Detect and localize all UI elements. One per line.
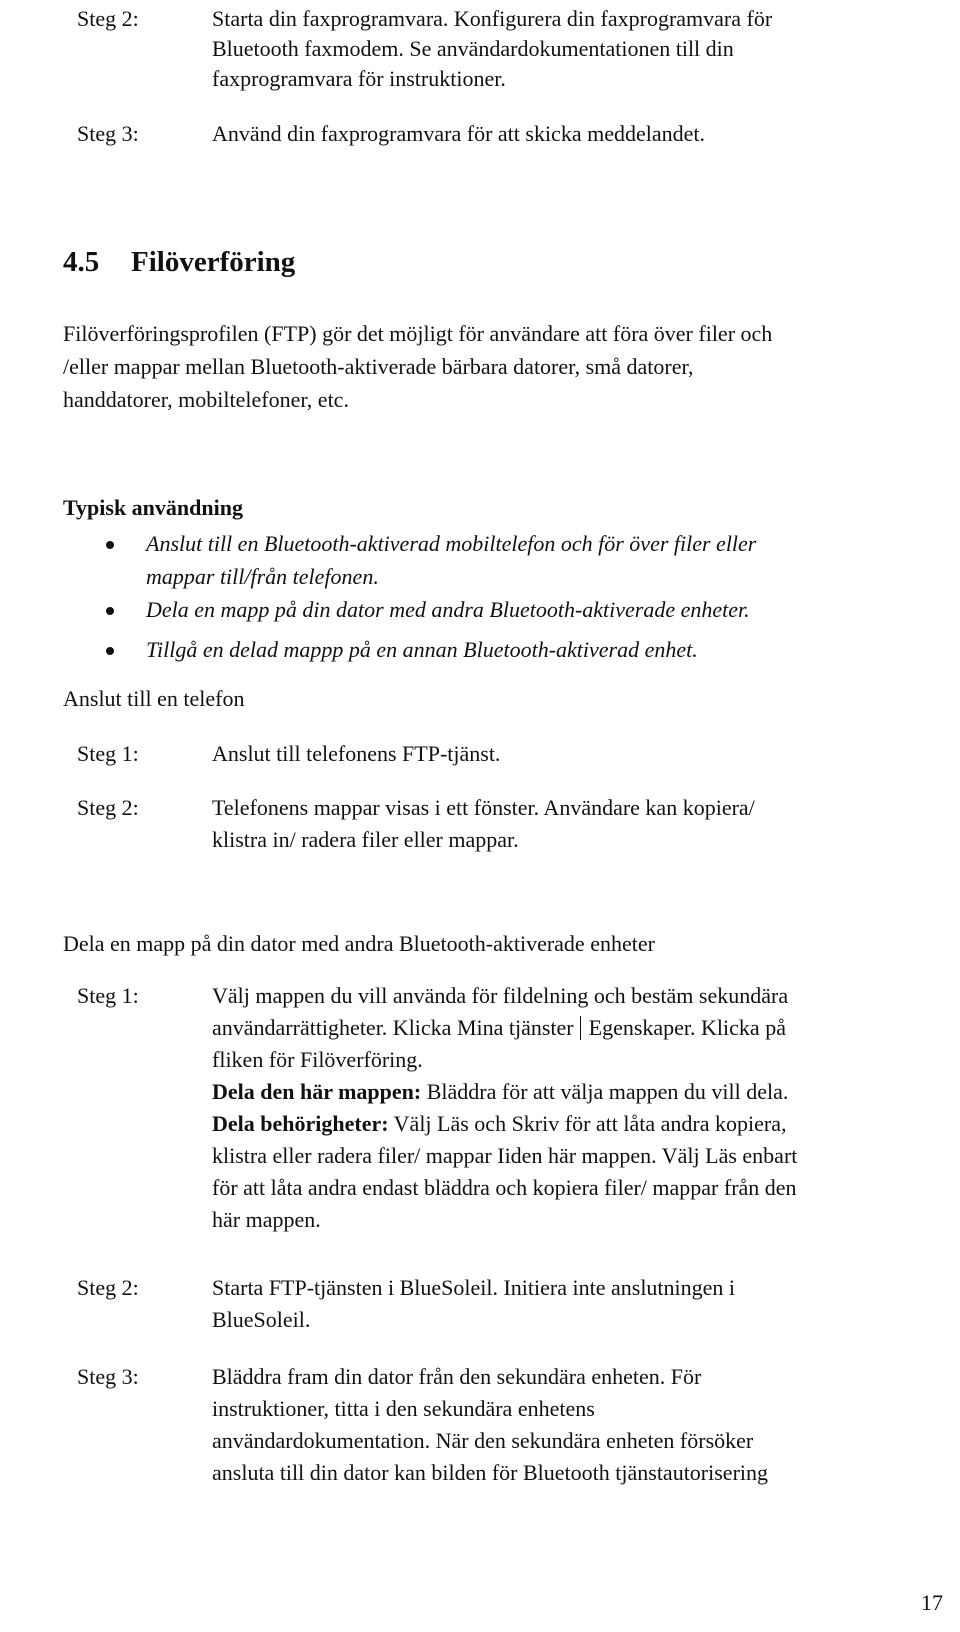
list-item-line: Tillgå en delad mappp på en annan Bluetooth-aktiverad enhet.: [146, 637, 698, 662]
step-text-line: BlueSoleil.: [212, 1307, 311, 1332]
bullet-icon: [106, 647, 114, 655]
section-heading: [63, 246, 295, 279]
step-text-line: användardokumentation. När den sekundära enheten försöker: [212, 1428, 754, 1453]
step-text-line: Anslut till telefonens FTP-tjänst.: [212, 741, 501, 766]
step-text-line: Bluetooth faxmodem. Se användardokumentationen till din: [212, 36, 734, 61]
list-item-line: mappar till/från telefonen.: [146, 564, 379, 589]
step-text-line: Bläddra fram din dator från den sekundära enheten. För: [212, 1364, 702, 1389]
step-text-line: för att låta andra endast bläddra och kopiera filer/ mappar från den: [212, 1175, 797, 1200]
step-text-line: ansluta till din dator kan bilden för Bluetooth tjänstautorisering: [212, 1460, 769, 1485]
step-text-line: [212, 1111, 786, 1137]
page-number: 17: [921, 1590, 943, 1615]
step-label: Steg 2:: [77, 795, 139, 820]
step-text-line: Använd din faxprogramvara för att skicka meddelandet.: [212, 121, 705, 146]
step-text-line: [212, 1015, 786, 1041]
step-text-line: här mappen.: [212, 1207, 321, 1232]
menu-separator: [580, 1016, 581, 1040]
bullet-icon: [106, 541, 114, 549]
step-text-line: klistra eller radera filer/ mappar Iiden här mappen. Välj Läs enbart: [212, 1143, 798, 1168]
list-item-line: Anslut till en Bluetooth-aktiverad mobiltelefon och för över filer eller: [146, 531, 757, 556]
step-text-line: [212, 1079, 788, 1105]
share-permissions-label: Dela behörigheter:: [212, 1111, 389, 1136]
step-label: Steg 2:: [77, 1275, 139, 1300]
typical-usage-heading: Typisk användning: [63, 495, 243, 520]
step-text-line: Starta din faxprogramvara. Konfigurera din faxprogramvara för: [212, 6, 773, 31]
step-label: Steg 1:: [77, 983, 139, 1008]
paragraph-line: handdatorer, mobiltelefoner, etc.: [63, 387, 349, 412]
bullet-icon: [106, 607, 114, 615]
section-number: 4.5: [63, 246, 100, 278]
share-folder-heading: Dela en mapp på din dator med andra Bluetooth-aktiverade enheter: [63, 931, 655, 956]
paragraph-line: Filöverföringsprofilen (FTP) gör det möjligt för användare att föra över filer och: [63, 321, 773, 346]
step-text-line: faxprogramvara för instruktioner.: [212, 66, 506, 91]
step-text-line: fliken för Filöverföring.: [212, 1047, 423, 1072]
step-text-line: instruktioner, titta i den sekundära enhetens: [212, 1396, 595, 1421]
share-folder-text: Bläddra för att välja mappen du vill dela.: [421, 1079, 789, 1104]
step-label: Steg 3:: [77, 121, 139, 146]
step-text-line: Telefonens mappar visas i ett fönster. Användare kan kopiera/: [212, 795, 755, 820]
menu-path-end: Egenskaper. Klicka på: [588, 1015, 786, 1040]
share-permissions-text: Välj Läs och Skriv för att låta andra kopiera,: [388, 1111, 787, 1136]
menu-path-start: användarrättigheter. Klicka Mina tjänster: [212, 1015, 574, 1040]
list-item-line: Dela en mapp på din dator med andra Bluetooth-aktiverade enheter.: [146, 597, 750, 622]
step-label: Steg 1:: [77, 741, 139, 766]
step-label: Steg 3:: [77, 1364, 139, 1389]
step-label: Steg 2:: [77, 6, 139, 31]
share-folder-label: Dela den här mappen:: [212, 1079, 422, 1104]
section-title: Filöverföring: [131, 246, 296, 278]
step-text-line: klistra in/ radera filer eller mappar.: [212, 827, 519, 852]
paragraph-line: /eller mappar mellan Bluetooth-aktiverade bärbara datorer, små datorer,: [63, 354, 694, 379]
connect-phone-heading: Anslut till en telefon: [63, 686, 245, 711]
step-text-line: Välj mappen du vill använda för fildelning och bestäm sekundära: [212, 983, 789, 1008]
step-text-line: Starta FTP-tjänsten i BlueSoleil. Initiera inte anslutningen i: [212, 1275, 736, 1300]
